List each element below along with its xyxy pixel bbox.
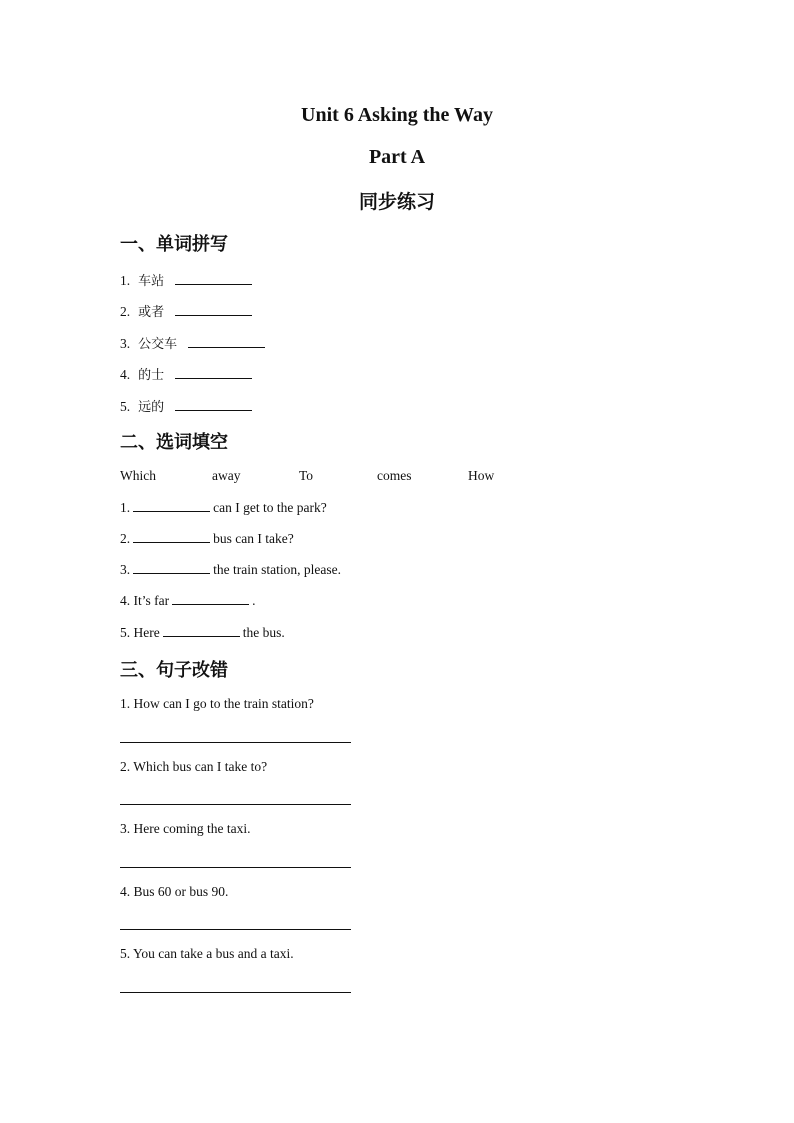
- item-number: 1.: [120, 273, 131, 288]
- item-prefix: 3.: [120, 562, 131, 577]
- answer-blank[interactable]: [175, 272, 252, 285]
- correction-sentence-3: 3. Here coming the taxi.: [120, 821, 251, 836]
- word-bank-word: away: [212, 468, 241, 483]
- spelling-item-1: [120, 270, 255, 289]
- item-prefix: 4. It’s far: [120, 593, 170, 608]
- word-bank: [120, 468, 520, 486]
- fill-blank-item-5: [120, 624, 285, 641]
- item-suffix: can I get to the park?: [213, 500, 327, 515]
- section-2-heading: 二、选词填空: [120, 432, 228, 453]
- item-suffix: bus can I take?: [213, 531, 294, 546]
- answer-line-1[interactable]: [120, 742, 351, 743]
- answer-blank[interactable]: [163, 624, 240, 637]
- section-3-heading: 三、句子改错: [120, 660, 228, 681]
- answer-line-2[interactable]: [120, 804, 351, 805]
- item-prefix: 5. Here: [120, 625, 160, 640]
- item-number: 3.: [120, 336, 131, 351]
- spelling-item-3: [120, 333, 268, 352]
- item-number: 2.: [120, 304, 131, 319]
- section-1-heading: 一、单词拼写: [120, 234, 228, 255]
- correction-sentence-1: 1. How can I go to the train station?: [120, 696, 314, 711]
- correction-sentence-4: 4. Bus 60 or bus 90.: [120, 884, 229, 899]
- correction-sentence-2: 2. Which bus can I take to?: [120, 759, 268, 774]
- word-bank-word: Which: [120, 468, 156, 483]
- word-bank-word: How: [468, 468, 495, 483]
- correction-sentence-5: 5. You can take a bus and a taxi.: [120, 946, 294, 961]
- answer-line-3[interactable]: [120, 867, 351, 868]
- item-prefix: 2.: [120, 531, 131, 546]
- item-suffix: .: [252, 593, 256, 608]
- part-title: Part A: [368, 146, 426, 168]
- answer-blank[interactable]: [133, 561, 210, 574]
- word-bank-word: To: [299, 468, 314, 483]
- answer-blank[interactable]: [175, 303, 252, 316]
- answer-blank[interactable]: [175, 366, 252, 379]
- answer-blank[interactable]: [188, 335, 265, 348]
- item-number: 4.: [120, 367, 131, 382]
- chinese-word: 的士: [138, 368, 165, 383]
- answer-blank[interactable]: [133, 499, 210, 512]
- answer-blank[interactable]: [172, 592, 249, 605]
- spelling-item-5: [120, 396, 255, 415]
- unit-title: Unit 6 Asking the Way: [301, 104, 493, 126]
- chinese-word: 远的: [138, 400, 165, 415]
- subtitle: 同步练习: [358, 191, 435, 213]
- item-suffix: the bus.: [242, 625, 285, 640]
- answer-blank[interactable]: [175, 398, 252, 411]
- spelling-item-4: [120, 364, 255, 383]
- item-number: 5.: [120, 399, 131, 414]
- answer-line-5[interactable]: [120, 992, 351, 993]
- fill-blank-item-3: [120, 561, 341, 578]
- fill-blank-item-1: [120, 499, 327, 516]
- fill-blank-item-2: [120, 530, 294, 547]
- chinese-word: 车站: [138, 274, 165, 289]
- chinese-word: 公交车: [138, 337, 178, 352]
- word-bank-word: comes: [377, 468, 412, 483]
- chinese-word: 或者: [138, 305, 165, 320]
- answer-line-4[interactable]: [120, 929, 351, 930]
- spelling-item-2: [120, 301, 255, 320]
- item-suffix: the train station, please.: [213, 562, 341, 577]
- fill-blank-item-4: [120, 592, 255, 609]
- answer-blank[interactable]: [133, 530, 210, 543]
- item-prefix: 1.: [120, 500, 131, 515]
